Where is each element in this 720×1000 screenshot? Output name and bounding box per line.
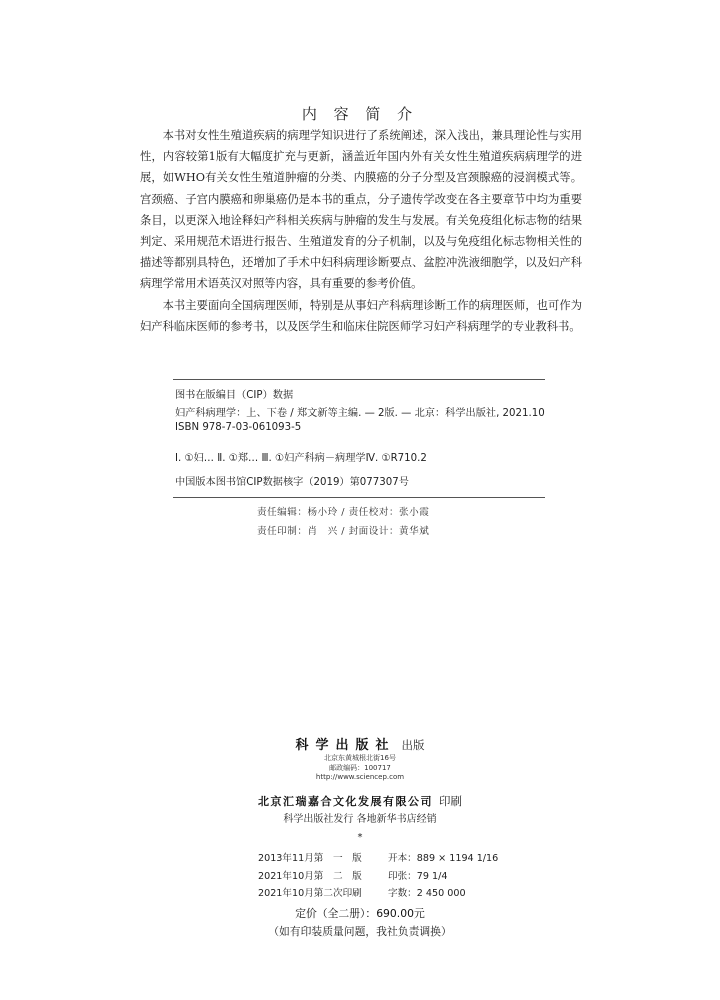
distribution-line: 科学出版社发行 各地新华书店经销	[283, 814, 437, 825]
printer-line	[0, 790, 720, 809]
cip-classification: Ⅰ. ①妇… Ⅱ. ①郑… Ⅲ. ①妇产科病－病理学Ⅳ. ①R710.2	[175, 453, 427, 464]
cip-heading: 图书在版编目（CIP）数据	[175, 390, 294, 401]
edition-row	[258, 868, 518, 882]
edition-row	[258, 885, 518, 899]
credits-editors: 责任编辑：杨小玲 / 责任校对：张小霞	[257, 507, 430, 518]
credits-production: 责任印制：肖 兴 / 封面设计：黄华斌	[257, 526, 430, 537]
edition-spec: 印张：79 1/4	[388, 871, 448, 882]
section-title: 内 容 简 介	[301, 105, 419, 123]
cip-bottom-rule	[173, 497, 545, 498]
publisher-name: 科学出版社	[295, 738, 396, 753]
cip-isbn: ISBN 978-7-03-061093-5	[175, 422, 302, 433]
publisher-line	[0, 734, 720, 753]
summary-paragraph: 本书主要面向全国病理医师，特别是从事妇产科病理诊断工作的病理医师，也可作为妇产科临床医师的参考书，以及医学生和临床住院医师学习妇产科病理学的专业教科书。	[140, 298, 582, 333]
quality-notice: （如有印装质量问题，我社负责调换）	[268, 925, 452, 938]
cip-verification: 中国版本图书馆CIP数据核字（2019）第077307号	[175, 477, 409, 488]
edition-row	[258, 850, 518, 864]
edition-date: 2013年11月第 一 版	[258, 853, 362, 864]
edition-spec: 开本：889 × 1194 1/16	[388, 853, 499, 864]
divider-star: *	[357, 832, 363, 843]
publisher-postcode: 邮政编码：100717	[329, 764, 391, 772]
publisher-website: http://www.sciencep.com	[315, 773, 405, 781]
edition-spec: 字数：2 450 000	[388, 888, 466, 899]
edition-date: 2021年10月第 二 版	[258, 871, 362, 882]
printer-name: 北京汇瑞嘉合文化发展有限公司	[258, 795, 433, 808]
summary-body	[140, 125, 582, 337]
cip-top-rule	[173, 379, 545, 380]
summary-paragraph: 本书对女性生殖道疾病的病理学知识进行了系统阐述，深入浅出，兼具理论性与实用性，内容较第1版有大幅度扩充与更新，涵盖近年国内外有关女性生殖道疾病病理学的进展，如WHO有关女性生殖道肿瘤的分类、内膜癌的分子分型及宫颈腺癌的浸润模式等。宫颈癌、子宫内膜癌和卵巢癌仍是本书的重点，分子遗传学改变在各主要章节中均为重要条目，以更深入地诠释妇产科相关疾病与肿瘤的发生与发展。有关免疫组化标志物的结果判定、采用规范术语进行报告、生殖道发育的分子机制，以及与免疫组化标志物相关性的描述等都别具特色，还增加了手术中妇科病理诊断要点、盆腔冲洗液细胞学，以及妇产科病理学常用术语英汉对照等内容，具有重要的参考价值。	[140, 129, 582, 291]
price: 定价（全二册）：690.00元	[295, 907, 425, 920]
publisher-suffix: 出版	[401, 738, 425, 752]
printer-suffix: 印刷	[439, 794, 462, 808]
publisher-address: 北京东黄城根北街16号	[324, 754, 396, 762]
edition-date: 2021年10月第二次印刷	[258, 888, 362, 899]
cip-entry: 妇产科病理学：上、下卷 / 郑文新等主编. — 2版. — 北京：科学出版社, 2021.10	[175, 408, 545, 419]
